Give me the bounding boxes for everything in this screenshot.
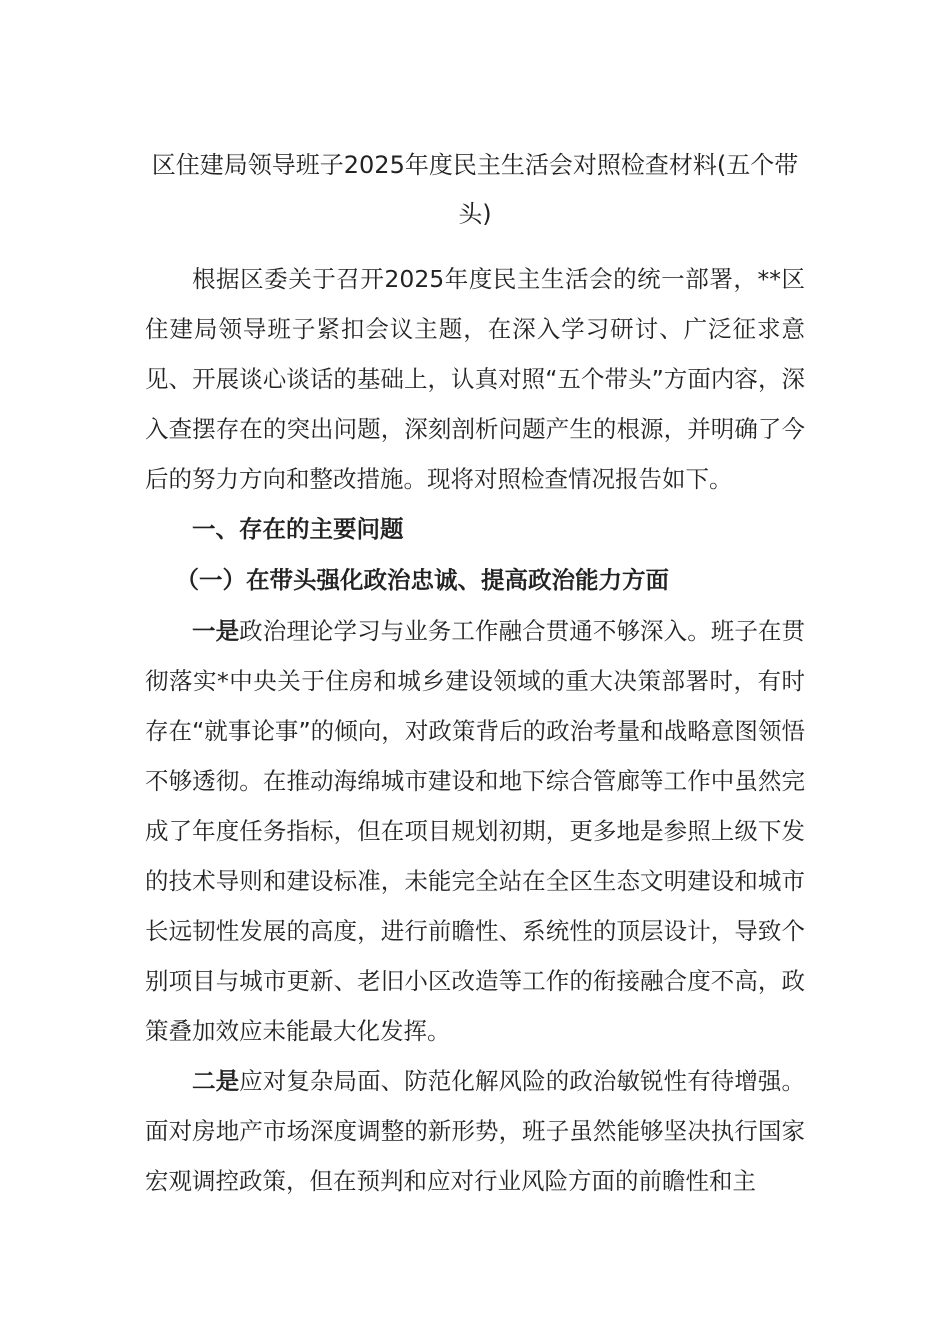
point-one-paragraph — [145, 606, 805, 1056]
point-two-text: 应对复杂局面、防范化解风险的政治敏锐性有待增强。面对房地产市场深度调整的新形势，班子虽然能够坚决执行国家宏观调控政策，但在预判和应对行业风险方面的前瞻性和主 — [145, 1067, 806, 1195]
intro-paragraph: 根据区委关于召开2025年度民主生活会的统一部署，**区住建局领导班子紧扣会议主题，在深入学习研讨、广泛征求意见、开展谈心谈话的基础上，认真对照“五个带头”方面内容，深入查摆存在的突出问题，深刻剖析问题产生的根源，并明确了今后的努力方向和整改措施。现将对照检查情况报告如下。 — [145, 265, 805, 493]
document-body — [145, 254, 805, 1206]
point-two-lead: 二是 — [192, 1067, 240, 1095]
document-title: 区住建局领导班子2025年度民主生活会对照检查材料(五个带头) — [151, 151, 799, 228]
section-heading: 一、存在的主要问题 — [192, 515, 404, 543]
point-two-paragraph — [145, 1056, 805, 1206]
point-one-lead: 一是 — [192, 617, 240, 645]
point-one-text: 政治理论学习与业务工作融合贯通不够深入。班子在贯彻落实*中央关于住房和城乡建设领域的重大决策部署时，有时存在“就事论事”的倾向，对政策背后的政治考量和战略意图领悟不够透彻。在推动海绵城市建设和地下综合管廊等工作中虽然完成了年度任务指标，但在项目规划初期，更多地是参照上级下发的技术导则和建设标准，未能完全站在全区生态文明建设和城市长远韧性发展的高度，进行前瞻性、系统性的顶层设计，导致个别项目与城市更新、老旧小区改造等工作的衔接融合度不高，政策叠加效应未能最大化发挥。 — [145, 617, 806, 1045]
subsection-heading: （一）在带头强化政治忠诚、提高政治能力方面 — [175, 566, 670, 594]
